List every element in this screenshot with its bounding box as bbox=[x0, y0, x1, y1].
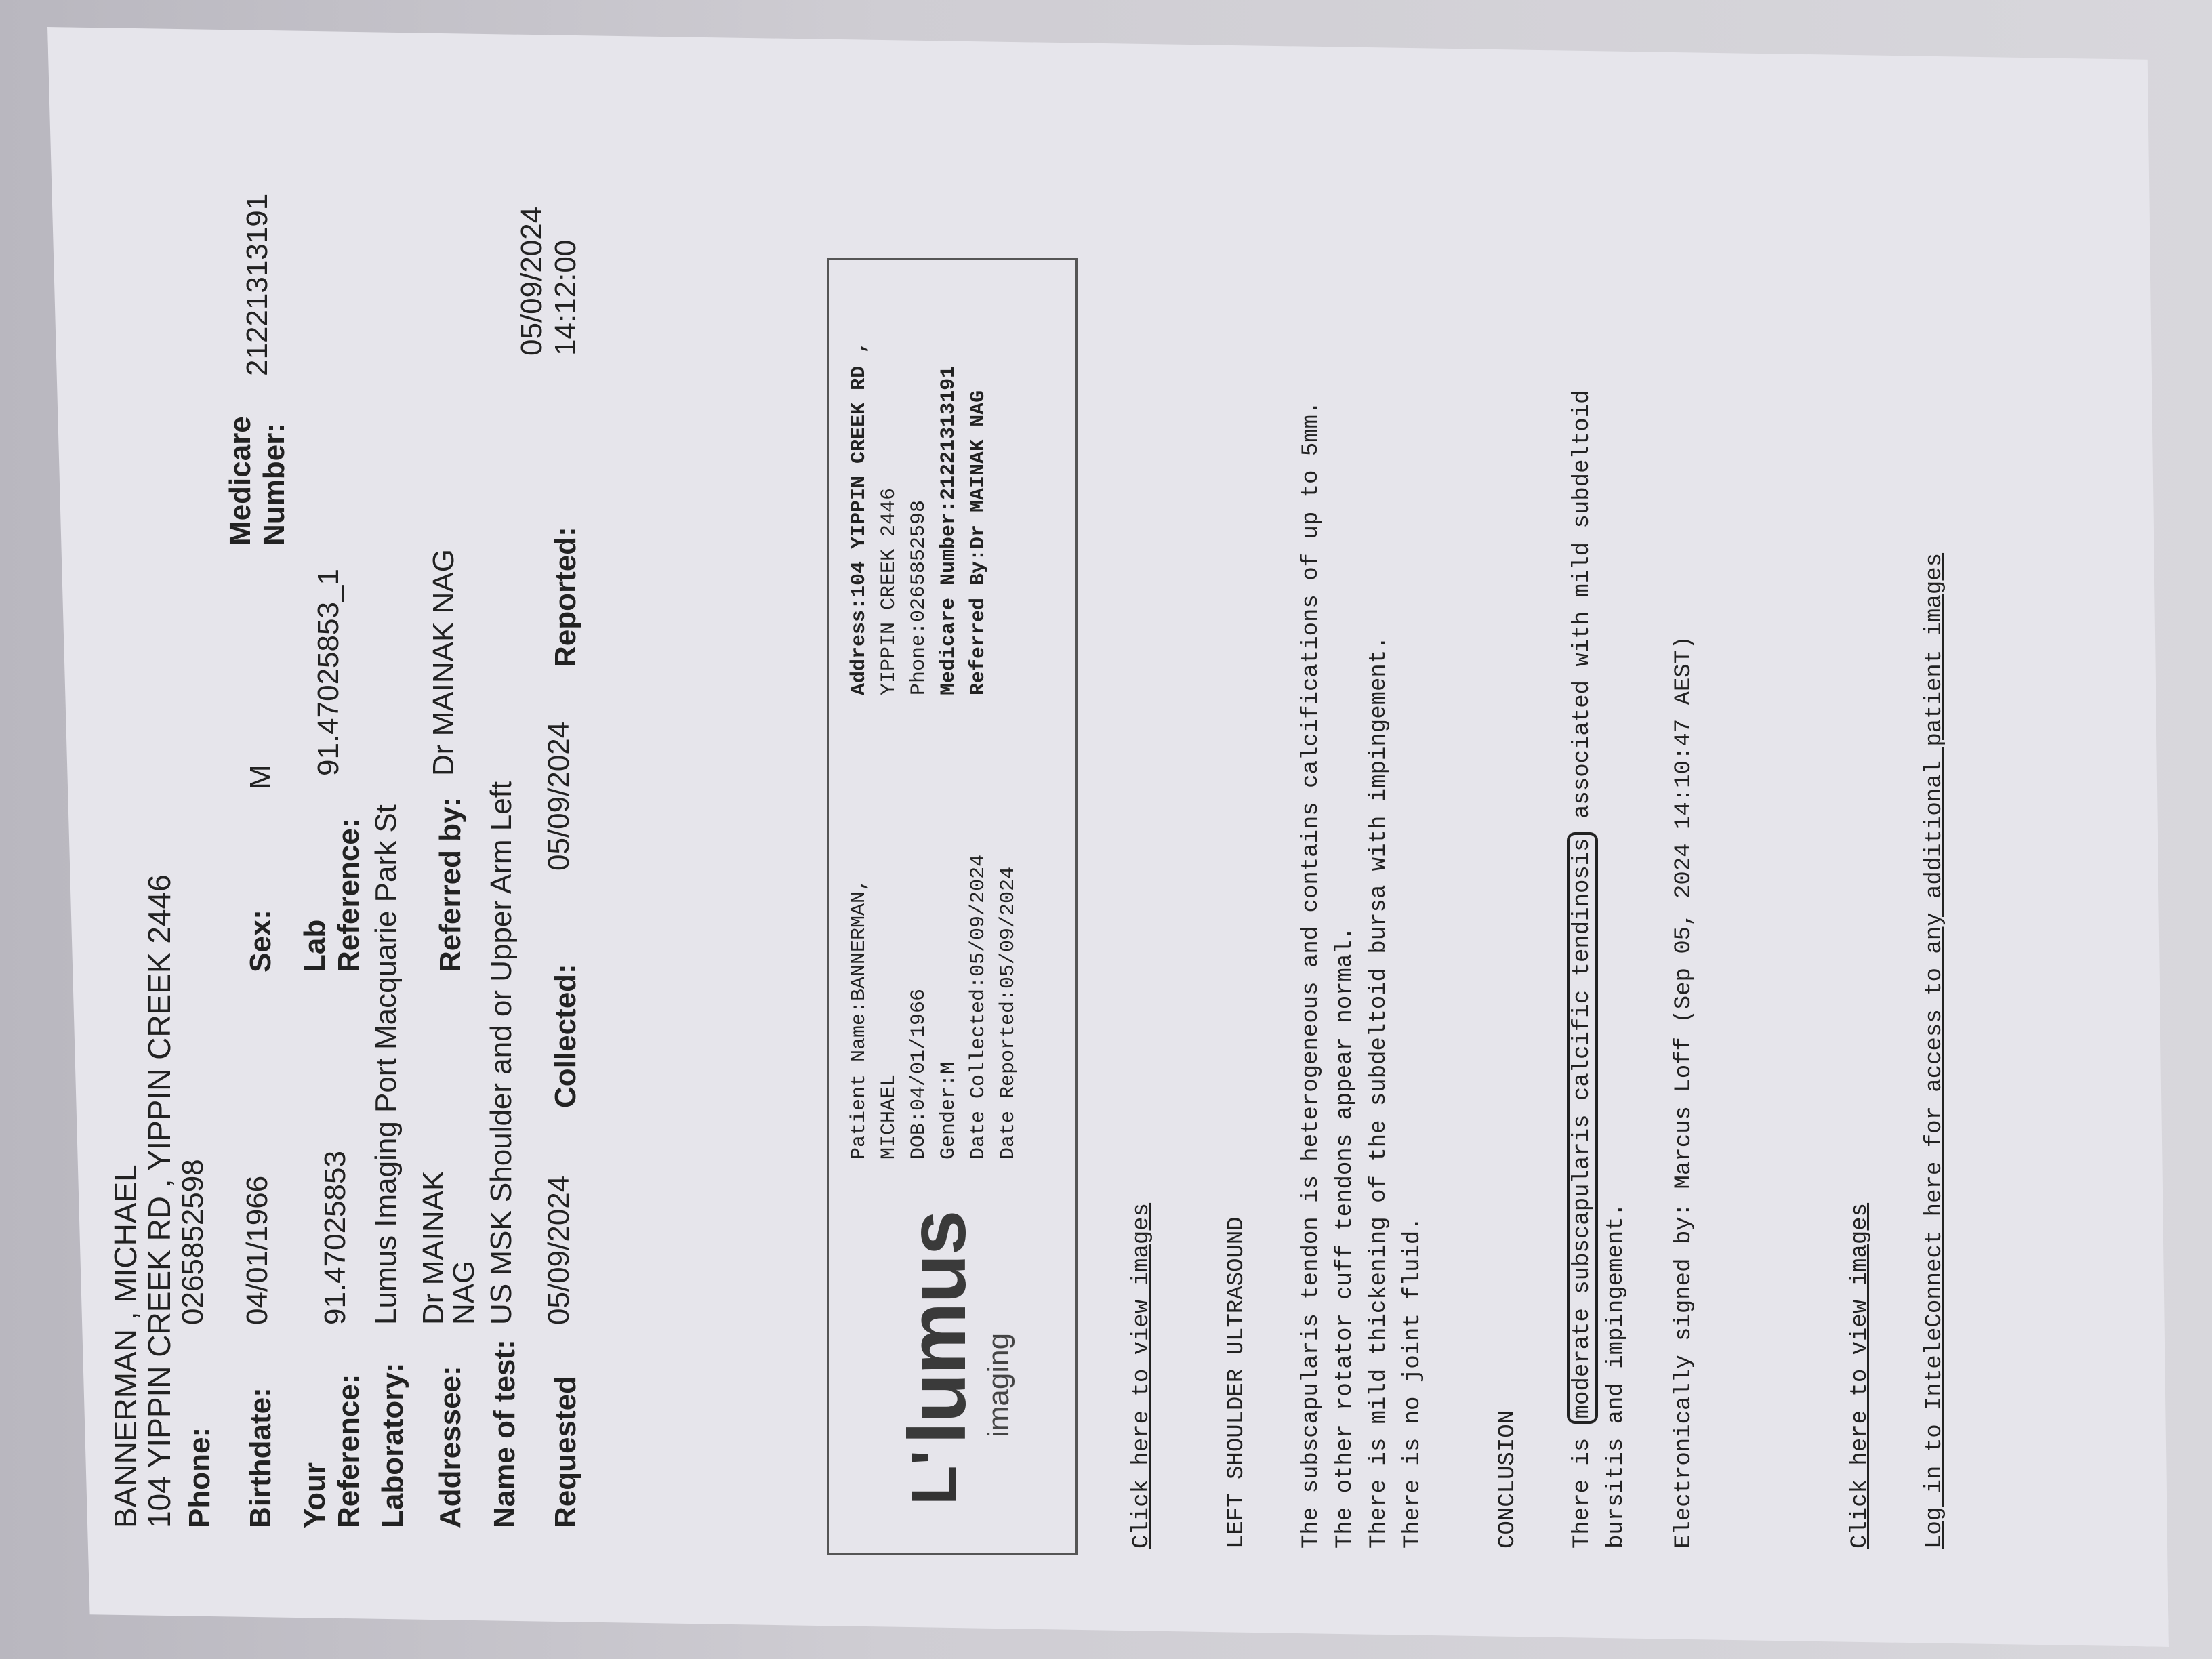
collected-label: Collected: bbox=[549, 964, 582, 1108]
view-images-link-bottom[interactable]: Click here to view images bbox=[1847, 1202, 1873, 1549]
sex-value: M bbox=[244, 764, 277, 790]
conclusion-heading: CONCLUSION bbox=[1495, 1410, 1521, 1549]
referred-by-label: Referred by: bbox=[434, 796, 467, 972]
logo-name: lumus bbox=[892, 1211, 983, 1444]
lab-ref-value: 91.47025853_1 bbox=[312, 569, 345, 776]
addressee-label: Addressee: bbox=[434, 1366, 467, 1528]
electronic-signature: Electronically signed by: Marcus Loff (Sep 05, 2024 14:10:47 AEST) bbox=[1671, 636, 1697, 1549]
referred-by-value: Dr MAINAK NAG bbox=[427, 549, 460, 776]
laboratory-value: Lumus Imaging Port Macquarie Park St bbox=[369, 804, 403, 1325]
box-date-collected: Date Collected:05/09/2024 bbox=[967, 854, 990, 1160]
your-ref-label-1: Your bbox=[298, 1462, 331, 1528]
findings-line-4: There is no joint fluid. bbox=[1400, 1216, 1426, 1549]
collected-value: 05/09/2024 bbox=[542, 721, 575, 871]
box-referred-by: Referred By:Dr MAINAK NAG bbox=[967, 390, 990, 695]
box-phone: Phone:0265852598 bbox=[907, 499, 930, 695]
box-patient-name: Patient Name:BANNERMAN, bbox=[848, 878, 871, 1160]
addressee-value-2: NAG bbox=[447, 1260, 480, 1325]
phone-label: Phone: bbox=[183, 1427, 216, 1528]
conclusion-circled: moderate subscapularis calcific tendinosis bbox=[1567, 832, 1598, 1424]
findings-line-2: The other rotator cuff tendons appear normal. bbox=[1332, 926, 1358, 1549]
view-images-link-top[interactable]: Click here to view images bbox=[1129, 1202, 1155, 1549]
medicare-value: 21221313191 bbox=[241, 193, 274, 376]
test-name-label: Name of test: bbox=[488, 1339, 521, 1528]
box-medicare: Medicare Number:21221313191 bbox=[937, 365, 960, 695]
conclusion-line-1 bbox=[1565, 390, 1599, 1549]
box-dob: DOB:04/01/1966 bbox=[907, 988, 930, 1160]
lab-ref-label-2: Reference: bbox=[332, 818, 365, 972]
box-patient-name-2: MICHAEL bbox=[878, 1073, 901, 1160]
medicare-label-1: Medicare bbox=[224, 416, 257, 546]
birthdate-value: 04/01/1966 bbox=[241, 1175, 274, 1325]
sex-label: Sex: bbox=[244, 909, 277, 972]
reported-date: 05/09/2024 bbox=[515, 206, 548, 356]
reported-time: 14:12:00 bbox=[549, 239, 582, 356]
conclusion-pre: There is bbox=[1570, 1424, 1595, 1549]
lumus-logo bbox=[890, 1180, 1026, 1505]
box-date-reported: Date Reported:05/09/2024 bbox=[997, 866, 1020, 1160]
your-ref-label-2: Reference: bbox=[332, 1374, 365, 1528]
box-address-1: Address:104 YIPPIN CREEK RD , bbox=[848, 341, 871, 695]
box-address-2: YIPPIN CREEK 2446 bbox=[878, 487, 901, 695]
inteleconnect-link[interactable]: Log in to InteleConnect here for access to any additional patient images bbox=[1922, 552, 1948, 1549]
findings-line-1: The subscapularis tendon is heterogeneous and contains calcifications of up to 5mm. bbox=[1298, 401, 1324, 1549]
report-heading: LEFT SHOULDER ULTRASOUND bbox=[1224, 1216, 1250, 1549]
lab-ref-label-1: Lab bbox=[298, 919, 331, 972]
conclusion-post: associated with mild subdeltoid bbox=[1570, 390, 1595, 833]
laboratory-label: Laboratory: bbox=[376, 1362, 409, 1528]
requested-label: Requested bbox=[549, 1376, 582, 1528]
report-page bbox=[81, 152, 2128, 1555]
findings-line-3: There is mild thickening of the subdeltoid bursa with impingement. bbox=[1366, 636, 1392, 1549]
birthdate-label: Birthdate: bbox=[244, 1387, 277, 1528]
medicare-label-2: Number: bbox=[258, 423, 291, 546]
your-ref-value: 91.47025853 bbox=[319, 1151, 352, 1325]
box-gender: Gender:M bbox=[937, 1061, 960, 1160]
test-name-value: US MSK Shoulder and or Upper Arm Left bbox=[485, 781, 518, 1325]
conclusion-line-2: bursitis and impingement. bbox=[1603, 1202, 1629, 1549]
logo-mark: L' bbox=[898, 1450, 970, 1505]
requested-value: 05/09/2024 bbox=[542, 1175, 575, 1325]
addressee-value-1: Dr MAINAK bbox=[417, 1170, 450, 1325]
logo-subtitle: imaging bbox=[982, 1332, 1015, 1437]
patient-name: BANNERMAN , MICHAEL bbox=[108, 1164, 143, 1528]
patient-address: 104 YIPPIN CREEK RD , YIPPIN CREEK 2446 bbox=[142, 874, 177, 1528]
patient-summary-box bbox=[827, 258, 1078, 1555]
phone-value: 0265852598 bbox=[176, 1159, 209, 1325]
reported-label: Reported: bbox=[549, 527, 582, 668]
